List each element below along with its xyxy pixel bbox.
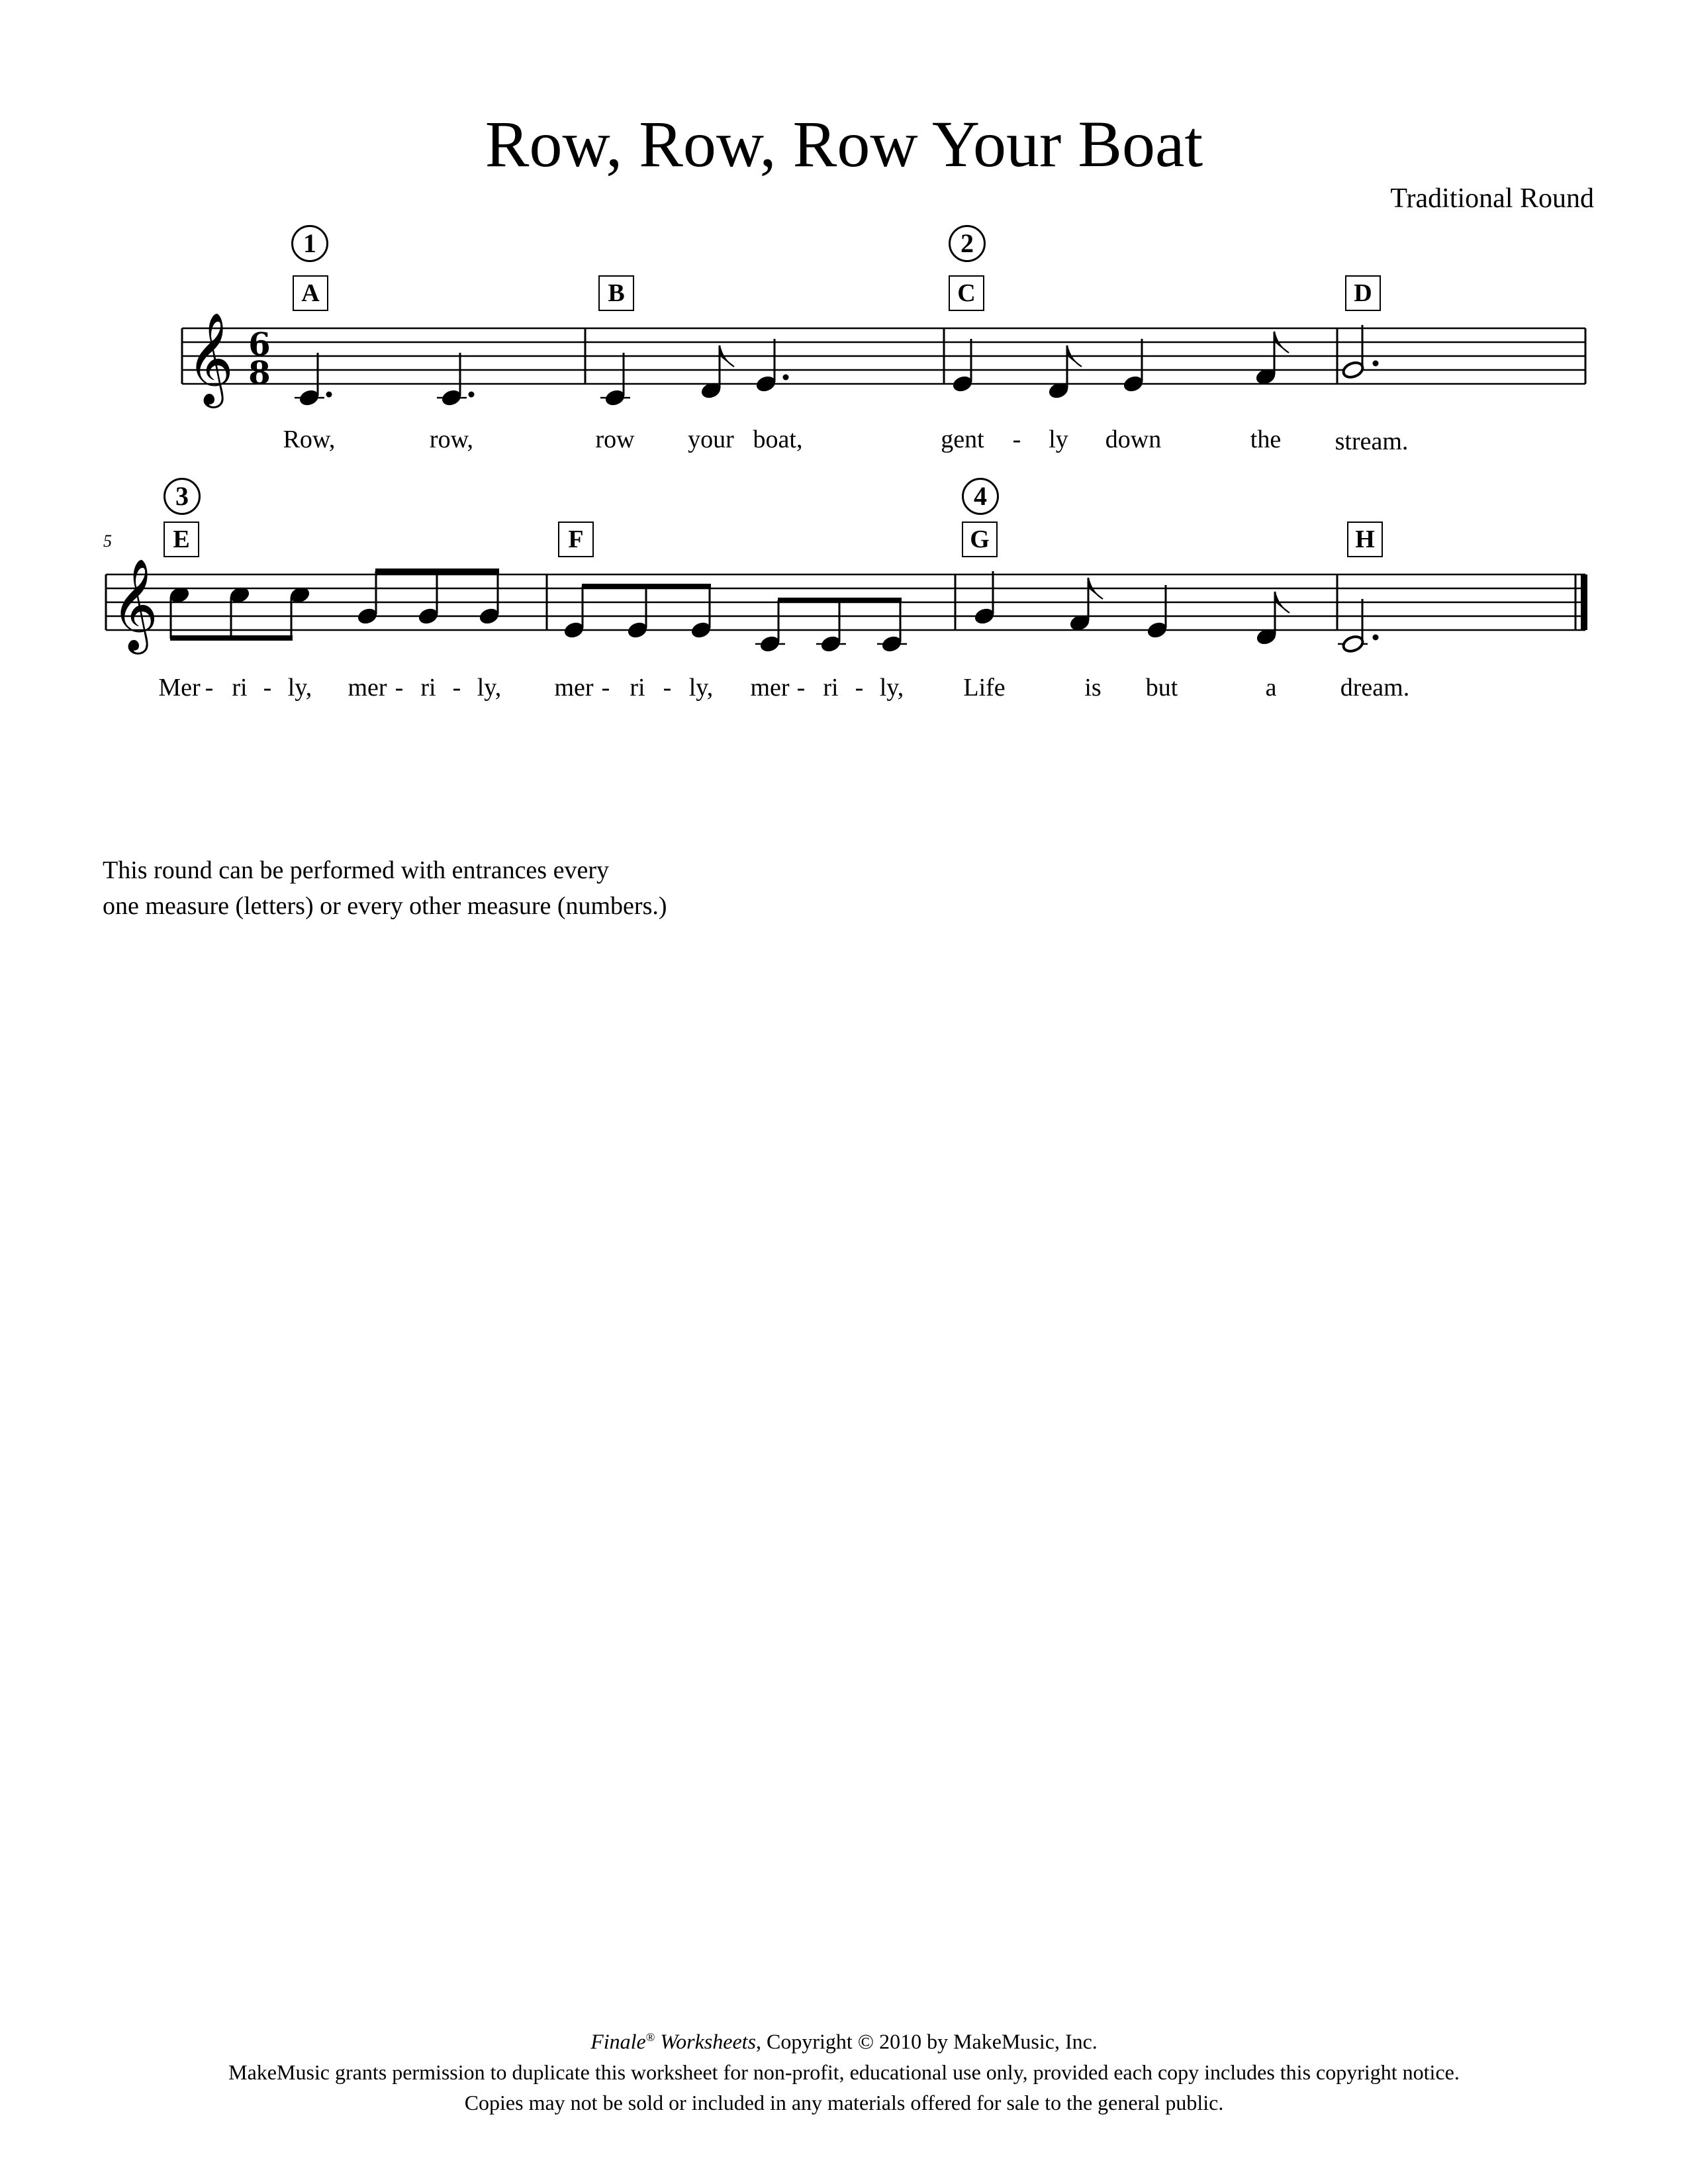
treble-clef-icon: 𝄞 [187, 312, 234, 404]
lyric-hyphen: - [855, 674, 864, 702]
svg-text:8: 8 [248, 355, 271, 392]
footer-brand: Finale [590, 2029, 646, 2054]
lyric-syllable: ri [420, 674, 436, 702]
rehearsal-letter-h: H [1347, 522, 1383, 557]
final-barline-thick [1581, 574, 1587, 630]
registered-mark: ® [645, 2030, 655, 2044]
lyric-syllable: mer [348, 674, 387, 702]
rehearsal-number-4: 4 [962, 478, 999, 515]
measure-number: 5 [103, 531, 112, 551]
lyric-syllable: down [1105, 426, 1162, 453]
lyric-hyphen: - [1012, 426, 1021, 453]
footer-line-3: Copies may not be sold or included in any materials offered for sale to the general public. [464, 2090, 1224, 2115]
rehearsal-letter-d: D [1345, 275, 1381, 311]
rehearsal-letter-a: A [293, 275, 328, 311]
note [700, 345, 734, 400]
lyric-syllable: ri [232, 674, 248, 702]
lyric-syllable: row, [429, 426, 474, 453]
lyric-syllable: Row, [283, 426, 336, 453]
rehearsal-letter-c: C [949, 275, 984, 311]
lyric-syllable: a [1265, 674, 1277, 702]
lyric-syllable: your [688, 426, 734, 453]
note [604, 353, 626, 408]
lyric-syllable: ly [1049, 426, 1068, 453]
notes-line-2: one measure (letters) or every other measure (numbers.) [103, 892, 667, 920]
notes-system-1 [295, 325, 1379, 408]
note [951, 339, 973, 394]
note [1341, 325, 1378, 380]
rehearsal-letter-e: E [164, 522, 199, 557]
svg-text:6: 6 [248, 326, 271, 363]
lyric-syllable: ly, [287, 674, 312, 702]
lyric-syllable: mer [750, 674, 790, 702]
time-signature [248, 326, 270, 392]
staff-lines-system-1 [182, 328, 1585, 384]
lyric-hyphen: - [452, 674, 461, 702]
rehearsal-letter-g: G [962, 522, 998, 557]
footer-copyright: , Copyright © 2010 by MakeMusic, Inc. [755, 2029, 1098, 2054]
lyric-hyphen: - [205, 674, 214, 702]
note [1047, 345, 1082, 400]
notes-system-2 [168, 569, 1378, 654]
lyric-syllable: Life [963, 674, 1006, 702]
footer-line-2: MakeMusic grants permission to duplicate this worksheet for non-profit, educational use only, provided each copy includes this copyright notice. [228, 2060, 1460, 2084]
lyric-hyphen: - [601, 674, 610, 702]
lyric-syllable: stream. [1335, 428, 1409, 455]
rehearsal-number-1: 1 [291, 225, 328, 262]
lyric-syllable: boat, [753, 426, 803, 453]
lyric-hyphen: - [263, 674, 272, 702]
lyric-syllable: mer [554, 674, 594, 702]
note [440, 353, 474, 408]
lyric-syllable: ri [823, 674, 839, 702]
note [755, 339, 788, 394]
lyric-hyphen: - [663, 674, 672, 702]
notes-line-1: This round can be performed with entrances every [103, 856, 609, 884]
lyric-hyphen: - [395, 674, 404, 702]
song-title: Row, Row, Row Your Boat [485, 107, 1203, 181]
note [1122, 339, 1144, 394]
footer-line-1 [0, 2022, 1688, 2057]
lyric-syllable: the [1250, 426, 1282, 453]
lyric-syllable: ly, [879, 674, 904, 702]
footer-product: Worksheets [655, 2029, 756, 2054]
lyric-syllable: but [1145, 674, 1178, 702]
lyric-syllable: row [595, 426, 635, 453]
treble-clef-icon: 𝄞 [111, 559, 158, 651]
performance-notes [103, 852, 667, 924]
lyric-syllable: ly, [477, 674, 502, 702]
lyric-hyphen: - [796, 674, 806, 702]
rehearsal-number-3: 3 [164, 478, 201, 515]
lyric-syllable: Mer [158, 674, 201, 702]
lyric-syllable: gent [941, 426, 984, 453]
composer: Traditional Round [1390, 183, 1594, 214]
note [1254, 332, 1289, 387]
copyright-footer [0, 2022, 1688, 2118]
music-staff [0, 0, 1688, 728]
rehearsal-letter-b: B [598, 275, 634, 311]
lyric-syllable: dream. [1340, 674, 1410, 702]
lyric-syllable: ri [630, 674, 645, 702]
lyric-syllable: is [1084, 674, 1102, 702]
rehearsal-letter-f: F [558, 522, 594, 557]
lyric-syllable: ly, [688, 674, 714, 702]
note [298, 353, 332, 408]
rehearsal-number-2: 2 [949, 225, 986, 262]
